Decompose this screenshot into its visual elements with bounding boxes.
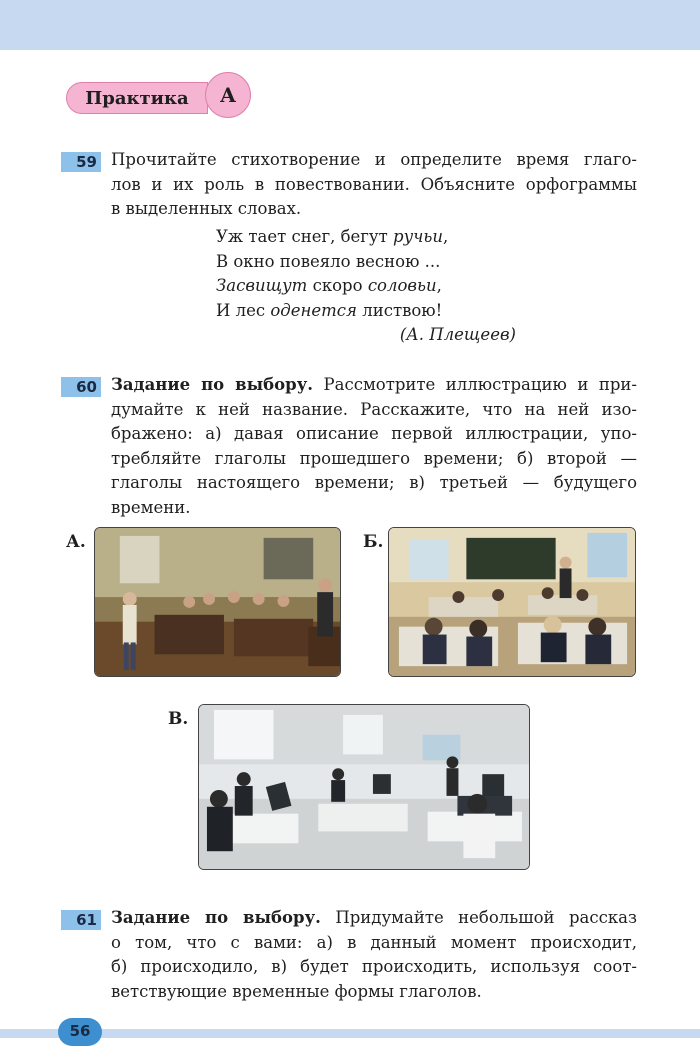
illustration-a-painting	[94, 527, 341, 677]
highlighted-word: соловьи	[367, 276, 437, 295]
illustration-c-computer-class	[198, 704, 530, 870]
text-line: Задание по выбору. Рассмотрите иллюстрацию и при-	[111, 375, 637, 394]
exercise-number-60: 60	[61, 377, 101, 397]
highlighted-word: ручьи	[393, 227, 444, 246]
poem-line-4: И лес оденется листвою!	[216, 300, 443, 320]
image-label-c: В.	[168, 709, 189, 729]
footer-band	[0, 1029, 700, 1038]
poem-author: (А. Плещеев)	[399, 325, 516, 344]
image-label-a: А.	[66, 532, 86, 552]
practice-badge: Практика	[66, 82, 208, 114]
text-line: ветствующие временные формы глаголов.	[111, 981, 482, 1001]
text-line: б) происходило, в) будет происходить, используя соот-	[111, 957, 637, 976]
text-line: думайте к ней название. Расскажите, что на ней изо-	[111, 399, 637, 419]
text-line: о том, что с вами: а) в данный момент происходит,	[111, 932, 637, 952]
highlighted-word: оденется	[270, 300, 357, 320]
task-lead: Задание по выбору.	[111, 375, 314, 394]
poem-line-3: Засвищут скоро соловьи,	[216, 276, 442, 295]
text-line: Задание по выбору. Придумайте небольшой рассказ	[111, 908, 637, 927]
exercise-61-text	[111, 906, 637, 1004]
exercise-number-61: 61	[61, 910, 101, 930]
illustration-b-classroom	[388, 527, 636, 677]
text-line: лов и их роль в повествовании. Объясните орфограммы	[111, 174, 637, 194]
text-line: требляйте глаголы прошедшего времени; б) второй —	[111, 448, 637, 468]
highlighted-word: Засвищут	[216, 276, 308, 295]
image-label-b: Б.	[363, 532, 384, 552]
poem-line-2: В окно повеяло весною ...	[216, 251, 441, 271]
exercise-59-text	[111, 148, 637, 222]
poem-line-1: Уж тает снег, бегут ручьи,	[216, 227, 449, 246]
level-badge: А	[205, 72, 251, 118]
exercise-number-59: 59	[61, 152, 101, 172]
task-lead: Задание по выбору.	[111, 908, 321, 927]
header-band	[0, 0, 700, 50]
exercise-60-text	[111, 373, 637, 520]
poem	[216, 225, 516, 348]
text-line: глаголы настоящего времени; в) третьей — будущего	[111, 473, 637, 492]
text-line: в выделенных словах.	[111, 199, 302, 218]
text-line: времени.	[111, 497, 191, 517]
page-number: 56	[58, 1018, 102, 1046]
text-line: бражено: а) давая описание первой иллюстрации, упо-	[111, 424, 637, 443]
text-line: Прочитайте стихотворение и определите время глаго-	[111, 150, 637, 169]
